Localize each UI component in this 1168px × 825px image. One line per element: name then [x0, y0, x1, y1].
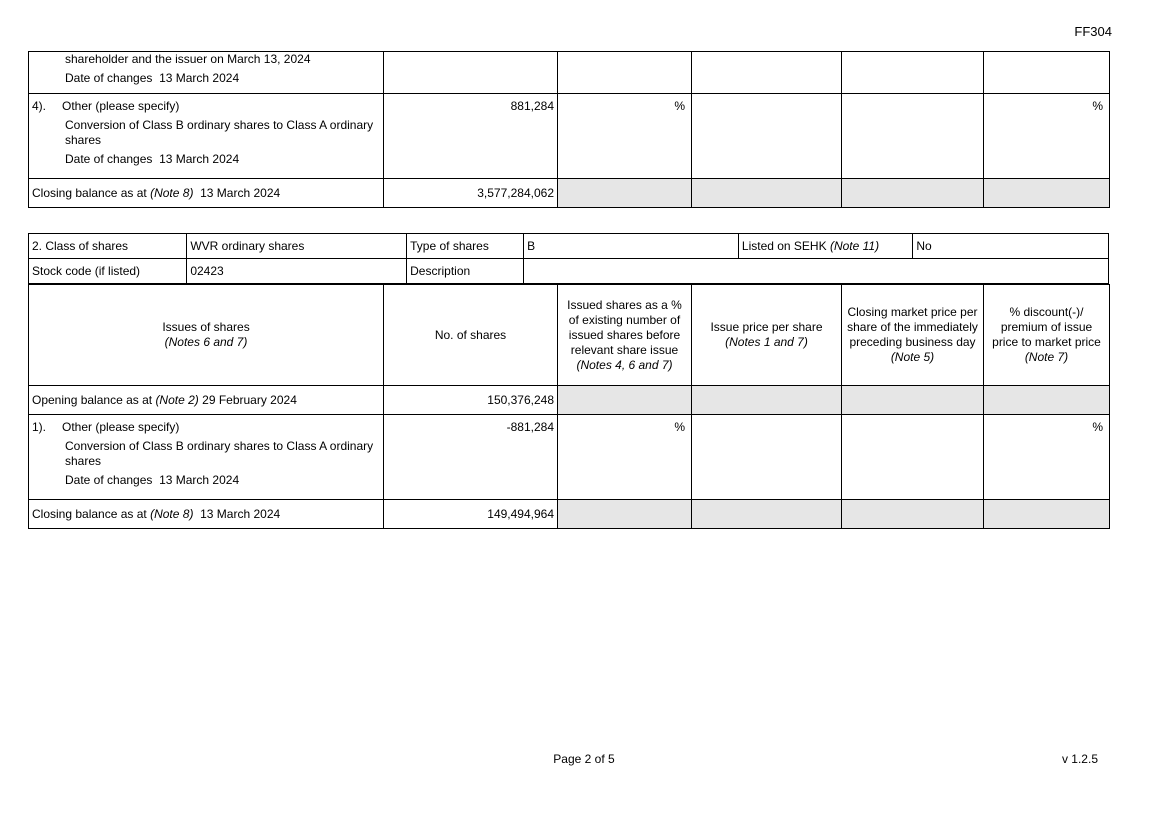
header-issues: Issues of shares (Notes 6 and 7) — [29, 285, 384, 386]
continued-text: shareholder and the issuer on March 13, 2024 — [65, 52, 311, 66]
closing-balance-value: 3,577,284,062 — [384, 179, 558, 208]
header-row — [29, 285, 1110, 386]
table-row — [29, 94, 1110, 179]
class-label: 2. Class of shares — [29, 234, 187, 259]
pct-issued-value: % — [558, 94, 692, 179]
date-of-changes: Date of changes 13 March 2024 — [65, 473, 240, 487]
pct-issued-value: % — [558, 415, 692, 500]
type-value: B — [524, 234, 739, 259]
no-of-shares-value: -881,284 — [384, 415, 558, 500]
closing-balance-label: Closing balance as at (Note 8) 13 March 2024 — [29, 179, 384, 208]
closing-balance-label: Closing balance as at (Note 8) 13 March 2024 — [29, 500, 384, 529]
date-of-changes: Date of changes 13 March 2024 — [65, 152, 240, 166]
opening-balance-value: 150,376,248 — [384, 386, 558, 415]
description-label: Description — [407, 259, 524, 284]
version-label: v 1.2.5 — [1061, 752, 1098, 766]
table-row — [29, 500, 1110, 529]
continued-item-cell — [29, 52, 384, 94]
class-value: WVR ordinary shares — [187, 234, 407, 259]
description-value — [524, 259, 1109, 284]
stock-code-value: 02423 — [187, 259, 407, 284]
header-issue-price: Issue price per share (Notes 1 and 7) — [692, 285, 842, 386]
item-index: 4). — [32, 99, 47, 113]
no-of-shares-value: 881,284 — [384, 94, 558, 179]
stock-code-label: Stock code (if listed) — [29, 259, 187, 284]
opening-balance-label: Opening balance as at (Note 2) 29 February 2024 — [29, 386, 384, 415]
table-row — [29, 386, 1110, 415]
header-discount: % discount(-)/ premium of issue price to market price (Note 7) — [984, 285, 1110, 386]
listed-value: No — [913, 234, 1109, 259]
header-no-of-shares: No. of shares — [384, 285, 558, 386]
table-row — [29, 234, 1109, 259]
header-pct-issued: Issued shares as a % of existing number of issued shares before relevant share issue (Notes 4, 6 and 7) — [558, 285, 692, 386]
page-number: Page 2 of 5 — [553, 752, 615, 766]
item-4-cell — [29, 94, 384, 179]
share-changes-table-continued — [28, 51, 1110, 208]
item-index: 1). — [32, 420, 47, 434]
item-description: Conversion of Class B ordinary shares to Class A ordinary shares — [65, 118, 374, 147]
listed-label: Listed on SEHK (Note 11) — [738, 234, 912, 259]
class-of-shares-table — [28, 233, 1109, 284]
table-row — [29, 52, 1110, 94]
date-of-changes: Date of changes 13 March 2024 — [65, 71, 240, 85]
pct-discount-value: % — [984, 94, 1110, 179]
item-description: Conversion of Class B ordinary shares to Class A ordinary shares — [65, 439, 374, 468]
table-row — [29, 179, 1110, 208]
table-row — [29, 259, 1109, 284]
closing-balance-value: 149,494,964 — [384, 500, 558, 529]
item-type: Other (please specify) — [62, 420, 180, 434]
form-code: FF304 — [1074, 24, 1112, 39]
item-1-cell — [29, 415, 384, 500]
header-closing-price: Closing market price per share of the immediately preceding business day (Note 5) — [842, 285, 984, 386]
item-type: Other (please specify) — [62, 99, 180, 113]
table-row — [29, 415, 1110, 500]
issues-of-shares-table — [28, 284, 1110, 529]
pct-discount-value: % — [984, 415, 1110, 500]
type-label: Type of shares — [407, 234, 524, 259]
